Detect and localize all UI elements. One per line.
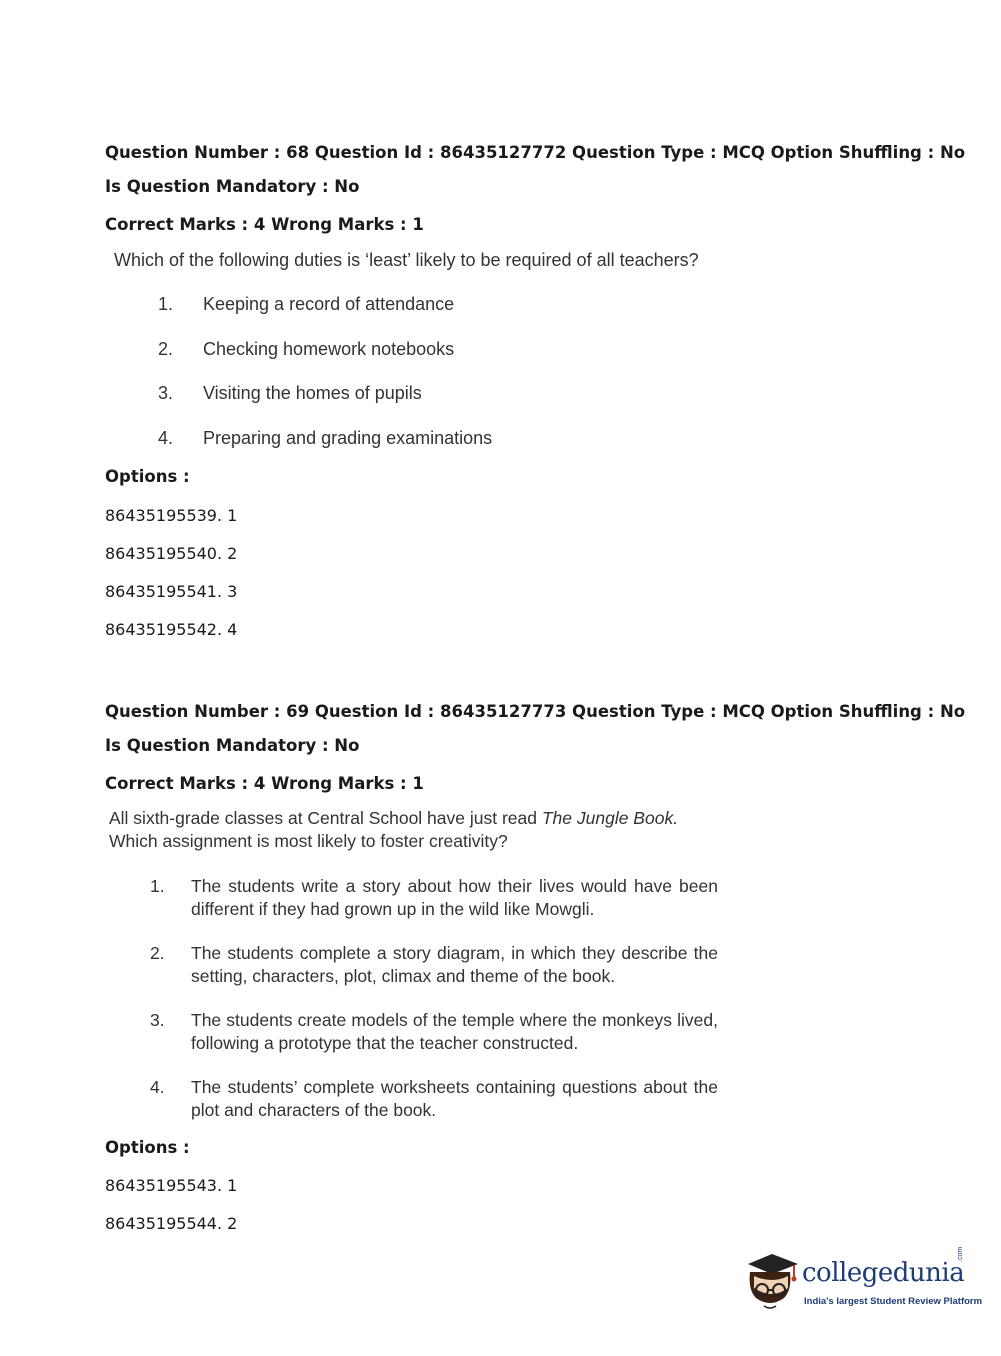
q69-choice-4	[150, 1076, 720, 1122]
q69-option-id-2: 86435195544. 2	[105, 1214, 238, 1233]
q69-marks: Correct Marks : 4 Wrong Marks : 1	[105, 774, 424, 793]
q69-meta-line2: Is Question Mandatory : No	[105, 736, 360, 755]
q68-option-id-2: 86435195540. 2	[105, 544, 238, 563]
choice-number: 2.	[158, 339, 174, 359]
q68-option-id-1: 86435195539. 1	[105, 506, 238, 525]
q68-choice-1	[158, 294, 558, 318]
choice-text: The students complete a story diagram, in which they describe the setting, characters, plot, climax and theme of the book.	[191, 943, 718, 986]
q69-question	[109, 807, 719, 853]
choice-number: 3.	[150, 1010, 165, 1030]
q68-choice-2	[158, 339, 558, 363]
q69-meta-line1: Question Number : 69 Question Id : 86435127773 Question Type : MCQ Option Shuffling : No	[105, 702, 966, 721]
choice-number: 3.	[158, 383, 174, 403]
q69-choice-2	[150, 942, 720, 988]
collegedunia-logo	[742, 1246, 983, 1320]
choice-text: The students’ complete worksheets containing questions about the plot and characters of the book.	[191, 1077, 718, 1120]
q68-meta-line2: Is Question Mandatory : No	[105, 177, 360, 196]
q69-choice-1	[150, 875, 720, 921]
choice-text: The students create models of the temple where the monkeys lived, following a prototype that the teacher constructed.	[191, 1010, 718, 1053]
choice-text: Keeping a record of attendance	[203, 294, 455, 314]
q69-question-book: The Jungle Book.	[541, 808, 679, 828]
q68-option-id-4: 86435195542. 4	[105, 620, 238, 639]
logo-tagline: India's largest Student Review Platform	[804, 1296, 983, 1307]
q68-question: Which of the following duties is ‘least’ likely to be required of all teachers?	[114, 250, 699, 270]
choice-number: 4.	[150, 1077, 165, 1097]
q69-choice-3	[150, 1009, 720, 1055]
choice-number: 4.	[158, 428, 174, 448]
q68-marks: Correct Marks : 4 Wrong Marks : 1	[105, 215, 424, 234]
q68-meta-line1: Question Number : 68 Question Id : 86435127772 Question Type : MCQ Option Shuffling : No	[105, 143, 966, 162]
q68-option-id-3: 86435195541. 3	[105, 582, 238, 601]
logo-wordmark: collegedunia	[802, 1258, 965, 1288]
q69-question-post: Which assignment is most likely to foster creativity?	[109, 831, 508, 851]
choice-text: The students write a story about how their lives would have been different if they had grown up in the wild like Mowgli.	[191, 876, 718, 919]
choice-number: 1.	[158, 294, 174, 314]
choice-number: 2.	[150, 943, 165, 963]
q68-choice-3	[158, 383, 558, 407]
choice-text: Visiting the homes of pupils	[203, 383, 422, 403]
choice-number: 1.	[150, 876, 165, 896]
q69-question-pre: All sixth-grade classes at Central School have just read	[109, 808, 542, 828]
q69-option-id-1: 86435195543. 1	[105, 1176, 238, 1195]
mascot-icon	[742, 1250, 800, 1320]
choice-text: Checking homework notebooks	[203, 339, 455, 359]
q68-options-label: Options :	[105, 467, 190, 486]
q69-options-label: Options :	[105, 1138, 190, 1157]
choice-text: Preparing and grading examinations	[203, 428, 493, 448]
q68-choice-4	[158, 428, 558, 452]
logo-dotcom: .com	[957, 1246, 964, 1262]
